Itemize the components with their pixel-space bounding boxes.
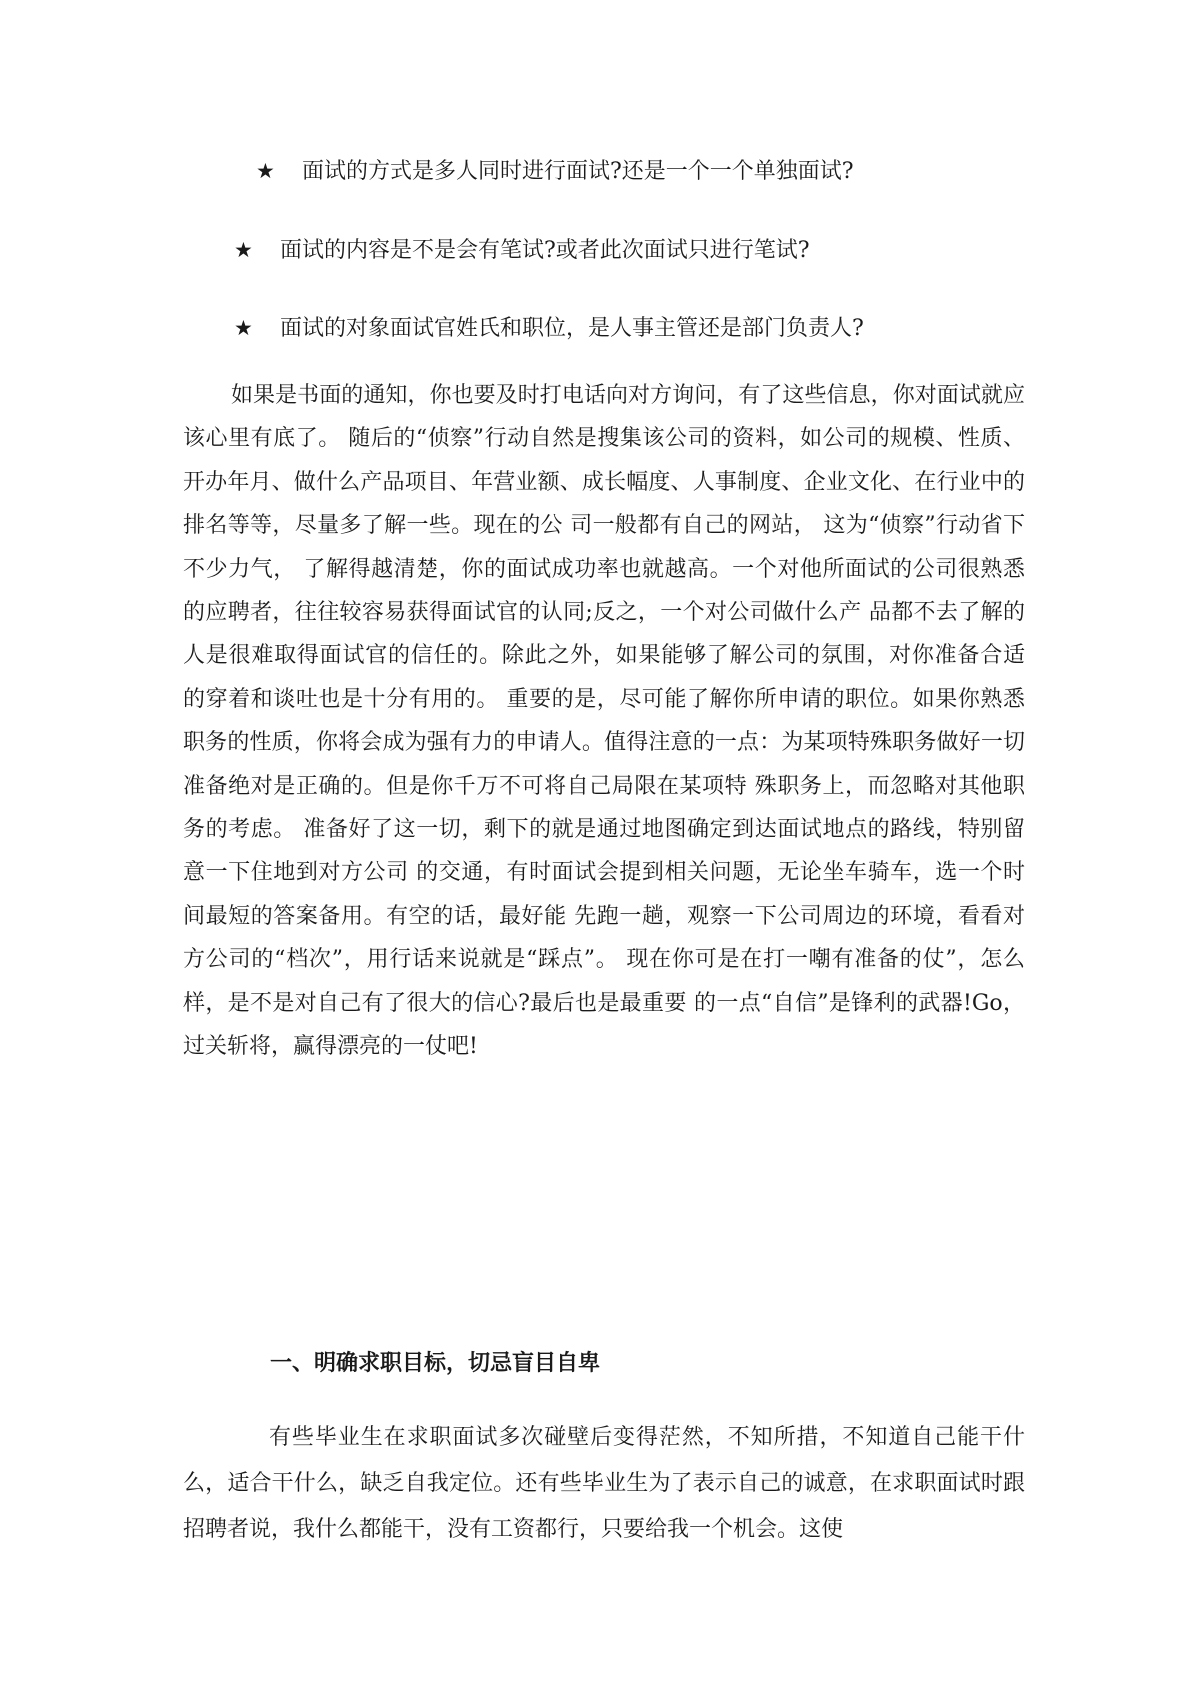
bullet-text: 面试的方式是多人同时进行面试?还是一个一个单独面试?: [302, 159, 854, 184]
bullet-text: 面试的内容是不是会有笔试?或者此次面试只进行笔试?: [280, 238, 810, 263]
bullet-text: 面试的对象面试官姓氏和职位，是人事主管还是部门负责人?: [280, 316, 864, 341]
bullet-item: [256, 156, 854, 187]
star-icon: ★: [256, 159, 275, 183]
section-heading: 一、明确求职目标，切忌盲目自卑: [270, 1350, 601, 1376]
body-paragraph: 如果是书面的通知，你也要及时打电话向对方询问，有了这些信息，你对面试就应该心里有底了。 随后的“侦察”行动自然是搜集该公司的资料，如公司的规模、性质、开办年月、做什么产品项目、年营业额、成长幅度、人事制度、企业文化、在行业中的排名等等，尽量多了解一些。现在的公 司一般都有自己的网站， 这为“侦察”行动省下不少力气， 了解得越清楚，你的面试成功率也就越高。一个对他所面试的公司很熟悉的应聘者，往往较容易获得面试官的认同;反之，一个对公司做什么产 品都不去了解的人是很难取得面试官的信任的。除此之外，如果能够了解公司的氛围，对你准备合适 的穿着和谈吐也是十分有用的。 重要的是，尽可能了解你所申请的职位。如果你熟悉职务的性质，你将会成为强有力的申请人。值得注意的一点：为某项特殊职务做好一切准备绝对是正确的。但是你千万不可将自己局限在某项特 殊职务上，而忽略对其他职务的考虑。 准备好了这一切，剩下的就是通过地图确定到达面试地点的路线，特别留意一下住地到对方公司 的交通，有时面试会提到相关问题，无论坐车骑车，选一个时间最短的答案备用。有空的话，最好能 先跑一趟，观察一下公司周边的环境，看看对方公司的“档次”，用行话来说就是“踩点”。 现在你可是在打一嘲有准备的仗”，怎么样，是不是对自己有了很大的信心?最后也是最重要 的一点“自信”是锋利的武器!Go，过关斩将，赢得漂亮的一仗吧!: [183, 383, 1025, 1060]
bullet-item: [234, 235, 810, 266]
bullet-item: [234, 313, 864, 344]
star-icon: ★: [234, 238, 253, 262]
body-paragraph: 有些毕业生在求职面试多次碰壁后变得茫然，不知所措，不知道自己能干什么，适合干什么，缺乏自我定位。还有些毕业生为了表示自己的诚意，在求职面试时跟招聘者说，我什么都能干，没有工资都行，只要给我一个机会。这使: [183, 1425, 1025, 1542]
star-icon: ★: [234, 316, 253, 340]
